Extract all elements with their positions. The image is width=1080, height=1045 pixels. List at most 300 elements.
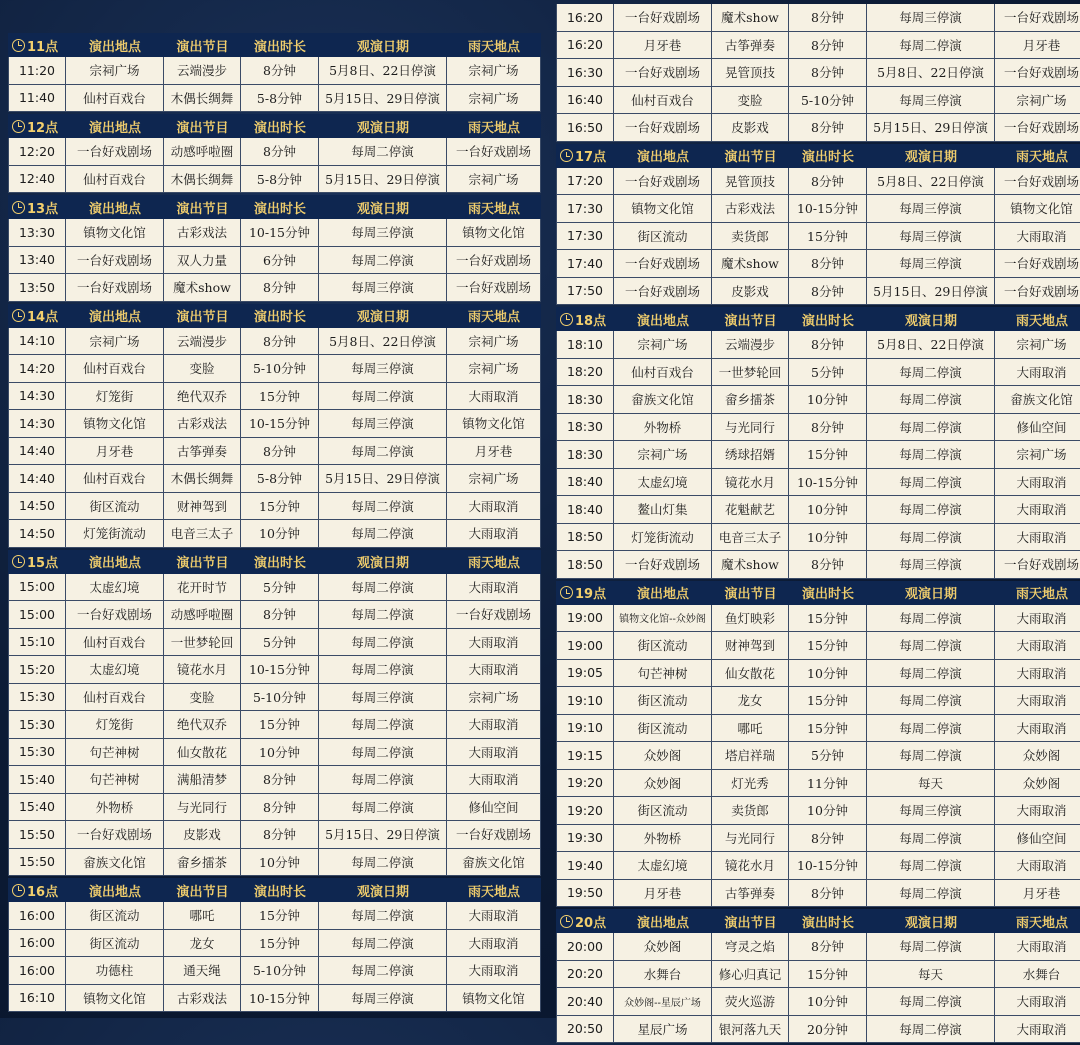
hour-header-row xyxy=(8,304,541,328)
rain-location-cell: 月牙巷 xyxy=(447,438,541,466)
date-cell: 每周二停演 xyxy=(319,383,447,411)
duration-cell: 10-15分钟 xyxy=(789,195,867,223)
time-cell: 20:20 xyxy=(556,961,614,989)
table-row xyxy=(556,933,1080,961)
column-header-program: 演出节目 xyxy=(724,150,777,165)
clock-icon xyxy=(12,120,25,133)
duration-cell: 8分钟 xyxy=(241,794,319,822)
duration-cell: 6分钟 xyxy=(241,247,319,275)
column-header-location: 演出地点 xyxy=(88,201,141,217)
program-cell: 镜花水月 xyxy=(712,469,789,497)
time-cell: 16:30 xyxy=(556,59,614,87)
date-cell: 每周二停演 xyxy=(867,715,995,743)
duration-cell: 8分钟 xyxy=(241,328,319,356)
program-cell: 银河落九天 xyxy=(712,1016,789,1044)
rain-location-cell: 月牙巷 xyxy=(995,32,1080,60)
rain-location-cell: 宗祠广场 xyxy=(447,85,541,113)
location-cell: 一台好戏剧场 xyxy=(614,59,712,87)
location-cell: 一台好戏剧场 xyxy=(614,4,712,32)
hour-section xyxy=(8,33,541,112)
rain-location-cell: 宗祠广场 xyxy=(995,441,1080,469)
hour-header-row xyxy=(556,581,1080,605)
location-cell: 句芒神树 xyxy=(66,766,164,794)
duration-cell: 15分钟 xyxy=(241,711,319,739)
duration-cell: 8分钟 xyxy=(241,766,319,794)
clock-icon xyxy=(12,555,25,568)
hour-header-row xyxy=(8,550,541,574)
table-row xyxy=(556,469,1080,497)
table-row xyxy=(8,57,541,85)
time-cell: 14:40 xyxy=(8,465,66,493)
column-header-location: 演出地点 xyxy=(636,587,689,602)
rain-location-cell: 大雨取消 xyxy=(995,223,1080,251)
time-cell: 14:30 xyxy=(8,410,66,438)
location-cell: 众妙阁--星辰广场 xyxy=(614,988,712,1016)
table-row xyxy=(556,551,1080,579)
column-header-date: 观演日期 xyxy=(356,556,409,571)
table-row xyxy=(8,985,541,1013)
column-header-rain: 雨天地点 xyxy=(467,310,520,325)
hour-header-row xyxy=(556,909,1080,933)
location-cell: 畲族文化馆 xyxy=(614,386,712,414)
time-cell: 17:30 xyxy=(556,195,614,223)
table-row xyxy=(556,687,1080,715)
date-cell: 每周二停演 xyxy=(319,438,447,466)
duration-cell: 8分钟 xyxy=(241,274,319,302)
location-cell: 宗祠广场 xyxy=(66,57,164,85)
hour-section xyxy=(556,144,1080,306)
location-cell: 仙村百戏台 xyxy=(66,85,164,113)
location-cell: 一台好戏剧场 xyxy=(66,274,164,302)
table-row xyxy=(8,601,541,629)
duration-cell: 15分钟 xyxy=(241,383,319,411)
rain-location-cell: 大雨取消 xyxy=(995,933,1080,961)
clock-icon xyxy=(560,915,573,928)
table-row xyxy=(556,880,1080,908)
program-cell: 花开时节 xyxy=(164,574,241,602)
hour-section xyxy=(8,878,541,1012)
column-header-location: 演出地点 xyxy=(636,150,689,165)
location-cell: 一台好戏剧场 xyxy=(66,138,164,166)
program-cell: 仙女散花 xyxy=(164,739,241,767)
column-header-location: 演出地点 xyxy=(88,39,141,55)
date-cell: 每周二停演 xyxy=(867,825,995,853)
location-cell: 一台好戏剧场 xyxy=(66,821,164,849)
hour-text: 18点 xyxy=(575,313,607,329)
location-cell: 宗祠广场 xyxy=(614,441,712,469)
rain-location-cell: 宗祠广场 xyxy=(447,355,541,383)
location-cell: 句芒神树 xyxy=(66,739,164,767)
location-cell: 众妙阁 xyxy=(614,742,712,770)
table-row xyxy=(556,87,1080,115)
hour-label xyxy=(8,33,66,57)
duration-cell: 8分钟 xyxy=(789,414,867,442)
program-cell: 古筝弹奏 xyxy=(164,438,241,466)
program-cell: 哪吒 xyxy=(164,902,241,930)
table-row xyxy=(8,574,541,602)
hour-label xyxy=(8,195,66,219)
duration-cell: 8分钟 xyxy=(789,250,867,278)
rain-location-cell: 一台好戏剧场 xyxy=(447,821,541,849)
table-row xyxy=(556,825,1080,853)
rain-location-cell: 大雨取消 xyxy=(995,632,1080,660)
program-cell: 古彩戏法 xyxy=(164,985,241,1013)
location-cell: 街区流动 xyxy=(614,632,712,660)
duration-cell: 8分钟 xyxy=(789,825,867,853)
date-cell: 每周三停演 xyxy=(867,250,995,278)
table-row xyxy=(556,605,1080,633)
table-row xyxy=(556,278,1080,306)
date-cell: 每周二停演 xyxy=(867,524,995,552)
location-cell: 一台好戏剧场 xyxy=(614,278,712,306)
rain-location-cell: 大雨取消 xyxy=(447,902,541,930)
table-row xyxy=(556,797,1080,825)
location-cell: 仙村百戏台 xyxy=(614,87,712,115)
rain-location-cell: 一台好戏剧场 xyxy=(995,59,1080,87)
location-cell: 灯笼街 xyxy=(66,711,164,739)
duration-cell: 10-15分钟 xyxy=(789,852,867,880)
time-cell: 11:40 xyxy=(8,85,66,113)
date-cell: 每周二停演 xyxy=(319,138,447,166)
duration-cell: 5-8分钟 xyxy=(241,465,319,493)
hour-text: 19点 xyxy=(575,587,607,602)
rain-location-cell: 众妙阁 xyxy=(995,742,1080,770)
table-row xyxy=(8,247,541,275)
column-header-date: 观演日期 xyxy=(904,587,957,602)
location-cell: 镇物文化馆--众妙阁 xyxy=(614,605,712,633)
program-cell: 花魁献艺 xyxy=(712,496,789,524)
table-row xyxy=(8,438,541,466)
duration-cell: 10-15分钟 xyxy=(241,410,319,438)
rain-location-cell: 大雨取消 xyxy=(995,660,1080,688)
rain-location-cell: 宗祠广场 xyxy=(447,465,541,493)
date-cell: 5月8日、22日停演 xyxy=(867,168,995,196)
rain-location-cell: 宗祠广场 xyxy=(447,166,541,194)
program-cell: 魔术show xyxy=(164,274,241,302)
program-cell: 仙女散花 xyxy=(712,660,789,688)
rain-location-cell: 镇物文化馆 xyxy=(447,219,541,247)
clock-icon xyxy=(560,313,573,326)
date-cell: 每周二停演 xyxy=(319,493,447,521)
time-cell: 15:10 xyxy=(8,629,66,657)
program-cell: 与光同行 xyxy=(712,825,789,853)
table-row xyxy=(8,930,541,958)
time-cell: 15:20 xyxy=(8,656,66,684)
time-cell: 19:05 xyxy=(556,660,614,688)
rain-location-cell: 大雨取消 xyxy=(447,656,541,684)
program-cell: 动感呼啦圈 xyxy=(164,601,241,629)
column-header-duration: 演出时长 xyxy=(253,556,306,571)
column-header-rain: 雨天地点 xyxy=(467,884,520,900)
time-cell: 18:40 xyxy=(556,496,614,524)
date-cell: 每周二停演 xyxy=(867,632,995,660)
location-cell: 仙村百戏台 xyxy=(66,684,164,712)
duration-cell: 8分钟 xyxy=(789,880,867,908)
column-header-duration: 演出时长 xyxy=(253,884,306,900)
column-header-program: 演出节目 xyxy=(176,884,229,900)
clock-icon xyxy=(12,39,25,52)
time-cell: 15:50 xyxy=(8,849,66,877)
date-cell: 每周二停演 xyxy=(319,902,447,930)
column-header-duration: 演出时长 xyxy=(253,310,306,325)
rain-location-cell: 宗祠广场 xyxy=(447,57,541,85)
program-cell: 古筝弹奏 xyxy=(712,32,789,60)
table-row xyxy=(8,85,541,113)
time-cell: 16:20 xyxy=(556,4,614,32)
duration-cell: 10分钟 xyxy=(789,386,867,414)
date-cell: 每周三停演 xyxy=(867,195,995,223)
column-header-duration: 演出时长 xyxy=(801,150,854,165)
column-header-rain: 雨天地点 xyxy=(467,120,520,136)
date-cell: 5月15日、29日停演 xyxy=(319,166,447,194)
hour-section xyxy=(556,581,1080,908)
table-row xyxy=(8,138,541,166)
date-cell: 5月8日、22日停演 xyxy=(319,328,447,356)
table-row xyxy=(8,520,541,548)
rain-location-cell: 大雨取消 xyxy=(447,574,541,602)
location-cell: 仙村百戏台 xyxy=(66,629,164,657)
date-cell: 5月15日、29日停演 xyxy=(319,85,447,113)
program-cell: 皮影戏 xyxy=(164,821,241,849)
column-header-duration: 演出时长 xyxy=(253,201,306,217)
rain-location-cell: 一台好戏剧场 xyxy=(995,4,1080,32)
time-cell: 14:40 xyxy=(8,438,66,466)
date-cell: 每周二停演 xyxy=(867,742,995,770)
duration-cell: 5分钟 xyxy=(241,629,319,657)
rain-location-cell: 宗祠广场 xyxy=(995,87,1080,115)
table-row xyxy=(8,739,541,767)
location-cell: 街区流动 xyxy=(66,902,164,930)
time-cell: 18:50 xyxy=(556,551,614,579)
duration-cell: 10-15分钟 xyxy=(241,656,319,684)
program-cell: 哪吒 xyxy=(712,715,789,743)
column-header-program: 演出节目 xyxy=(176,39,229,55)
duration-cell: 11分钟 xyxy=(789,770,867,798)
program-cell: 龙女 xyxy=(164,930,241,958)
duration-cell: 15分钟 xyxy=(789,715,867,743)
rain-location-cell: 宗祠广场 xyxy=(995,331,1080,359)
rain-location-cell: 大雨取消 xyxy=(447,520,541,548)
table-row xyxy=(556,1016,1080,1044)
date-cell: 每周二停演 xyxy=(319,794,447,822)
column-header-rain: 雨天地点 xyxy=(1015,313,1068,329)
table-row xyxy=(556,715,1080,743)
location-cell: 灯笼街流动 xyxy=(614,524,712,552)
column-header-program: 演出节目 xyxy=(176,201,229,217)
time-cell: 16:00 xyxy=(8,930,66,958)
rain-location-cell: 大雨取消 xyxy=(447,629,541,657)
time-cell: 15:30 xyxy=(8,711,66,739)
column-header-location: 演出地点 xyxy=(88,556,141,571)
date-cell: 每周二停演 xyxy=(319,739,447,767)
rain-location-cell: 大雨取消 xyxy=(447,957,541,985)
hour-section xyxy=(8,195,541,302)
clock-icon xyxy=(12,201,25,214)
date-cell: 每周二停演 xyxy=(319,247,447,275)
date-cell: 每周三停演 xyxy=(319,355,447,383)
table-row xyxy=(8,355,541,383)
rain-location-cell: 镇物文化馆 xyxy=(447,985,541,1013)
duration-cell: 10-15分钟 xyxy=(241,219,319,247)
column-header-program: 演出节目 xyxy=(724,587,777,602)
table-row xyxy=(8,328,541,356)
location-cell: 畲族文化馆 xyxy=(66,849,164,877)
column-header-date: 观演日期 xyxy=(904,915,957,931)
column-header-program: 演出节目 xyxy=(176,556,229,571)
location-cell: 外物桥 xyxy=(614,825,712,853)
location-cell: 仙村百戏台 xyxy=(66,465,164,493)
time-cell: 15:00 xyxy=(8,601,66,629)
program-cell: 一世梦轮回 xyxy=(164,629,241,657)
hour-text: 20点 xyxy=(575,915,607,931)
duration-cell: 8分钟 xyxy=(241,601,319,629)
time-cell: 19:30 xyxy=(556,825,614,853)
duration-cell: 10-15分钟 xyxy=(241,985,319,1013)
duration-cell: 15分钟 xyxy=(789,961,867,989)
table-row xyxy=(8,656,541,684)
location-cell: 一台好戏剧场 xyxy=(614,114,712,142)
table-row xyxy=(8,629,541,657)
rain-location-cell: 大雨取消 xyxy=(995,797,1080,825)
table-row xyxy=(556,660,1080,688)
duration-cell: 8分钟 xyxy=(789,32,867,60)
location-cell: 街区流动 xyxy=(614,223,712,251)
clock-icon xyxy=(12,309,25,322)
duration-cell: 15分钟 xyxy=(789,223,867,251)
date-cell: 5月15日、29日停演 xyxy=(319,465,447,493)
rain-location-cell: 大雨取消 xyxy=(447,383,541,411)
hour-header-row xyxy=(556,144,1080,168)
date-cell: 5月8日、22日停演 xyxy=(867,59,995,87)
rain-location-cell: 一台好戏剧场 xyxy=(995,168,1080,196)
duration-cell: 10分钟 xyxy=(241,739,319,767)
column-header-date: 观演日期 xyxy=(356,201,409,217)
program-cell: 灯光秀 xyxy=(712,770,789,798)
hour-label xyxy=(8,114,66,138)
column-header-rain: 雨天地点 xyxy=(1015,150,1068,165)
date-cell: 5月15日、29日停演 xyxy=(319,821,447,849)
date-cell: 每周三停演 xyxy=(319,684,447,712)
program-cell: 魔术show xyxy=(712,551,789,579)
date-cell: 每周三停演 xyxy=(867,87,995,115)
program-cell: 云端漫步 xyxy=(712,331,789,359)
hour-section xyxy=(556,909,1080,1043)
hour-label xyxy=(556,581,614,605)
program-cell: 畲乡擂茶 xyxy=(164,849,241,877)
location-cell: 街区流动 xyxy=(614,715,712,743)
time-cell: 15:50 xyxy=(8,821,66,849)
program-cell: 镜花水月 xyxy=(164,656,241,684)
time-cell: 16:00 xyxy=(8,957,66,985)
duration-cell: 10分钟 xyxy=(789,524,867,552)
column-header-program: 演出节目 xyxy=(176,310,229,325)
table-row xyxy=(556,496,1080,524)
location-cell: 月牙巷 xyxy=(614,32,712,60)
location-cell: 灯笼街 xyxy=(66,383,164,411)
date-cell: 5月8日、22日停演 xyxy=(867,331,995,359)
duration-cell: 8分钟 xyxy=(789,331,867,359)
table-row xyxy=(556,168,1080,196)
time-cell: 19:40 xyxy=(556,852,614,880)
date-cell: 每周二停演 xyxy=(867,1016,995,1044)
duration-cell: 15分钟 xyxy=(241,493,319,521)
rain-location-cell: 一台好戏剧场 xyxy=(995,278,1080,306)
program-cell: 满船清梦 xyxy=(164,766,241,794)
table-row xyxy=(8,849,541,877)
rain-location-cell: 月牙巷 xyxy=(995,880,1080,908)
location-cell: 宗祠广场 xyxy=(66,328,164,356)
duration-cell: 8分钟 xyxy=(241,438,319,466)
date-cell: 每周三停演 xyxy=(867,223,995,251)
table-row xyxy=(8,957,541,985)
duration-cell: 5-8分钟 xyxy=(241,166,319,194)
table-row xyxy=(556,852,1080,880)
duration-cell: 10分钟 xyxy=(789,988,867,1016)
program-cell: 皮影戏 xyxy=(712,278,789,306)
duration-cell: 5-10分钟 xyxy=(789,87,867,115)
date-cell: 每周三停演 xyxy=(319,985,447,1013)
location-cell: 功德柱 xyxy=(66,957,164,985)
program-cell: 古筝弹奏 xyxy=(712,880,789,908)
time-cell: 17:40 xyxy=(556,250,614,278)
clock-icon xyxy=(560,586,573,599)
program-cell: 电音三太子 xyxy=(712,524,789,552)
date-cell: 每周二停演 xyxy=(867,687,995,715)
table-row xyxy=(556,632,1080,660)
date-cell: 每天 xyxy=(867,961,995,989)
date-cell: 每周二停演 xyxy=(319,520,447,548)
date-cell: 每周二停演 xyxy=(319,957,447,985)
table-row xyxy=(8,383,541,411)
column-header-location: 演出地点 xyxy=(88,120,141,136)
location-cell: 仙村百戏台 xyxy=(66,166,164,194)
column-header-location: 演出地点 xyxy=(88,884,141,900)
time-cell: 19:10 xyxy=(556,715,614,743)
rain-location-cell: 大雨取消 xyxy=(995,524,1080,552)
program-cell: 财神驾到 xyxy=(712,632,789,660)
time-cell: 18:30 xyxy=(556,414,614,442)
column-header-duration: 演出时长 xyxy=(801,587,854,602)
date-cell: 每周二停演 xyxy=(319,629,447,657)
table-row xyxy=(556,414,1080,442)
table-row xyxy=(556,988,1080,1016)
column-header-rain: 雨天地点 xyxy=(467,201,520,217)
time-cell: 14:50 xyxy=(8,493,66,521)
column-header-rain: 雨天地点 xyxy=(1015,915,1068,931)
rain-location-cell: 大雨取消 xyxy=(995,687,1080,715)
location-cell: 一台好戏剧场 xyxy=(614,168,712,196)
table-row xyxy=(556,441,1080,469)
duration-cell: 8分钟 xyxy=(789,551,867,579)
column-header-duration: 演出时长 xyxy=(253,39,306,55)
table-row xyxy=(556,250,1080,278)
schedule-column-left xyxy=(8,33,541,1014)
date-cell: 每周二停演 xyxy=(867,441,995,469)
duration-cell: 8分钟 xyxy=(789,114,867,142)
program-cell: 塔启祥瑞 xyxy=(712,742,789,770)
rain-location-cell: 畲族文化馆 xyxy=(995,386,1080,414)
rain-location-cell: 镇物文化馆 xyxy=(447,410,541,438)
date-cell: 每周二停演 xyxy=(867,660,995,688)
hour-label xyxy=(556,909,614,933)
duration-cell: 5分钟 xyxy=(241,574,319,602)
time-cell: 15:40 xyxy=(8,794,66,822)
column-header-location: 演出地点 xyxy=(636,915,689,931)
time-cell: 18:10 xyxy=(556,331,614,359)
rain-location-cell: 大雨取消 xyxy=(995,715,1080,743)
hour-section xyxy=(556,4,1080,142)
table-row xyxy=(8,465,541,493)
